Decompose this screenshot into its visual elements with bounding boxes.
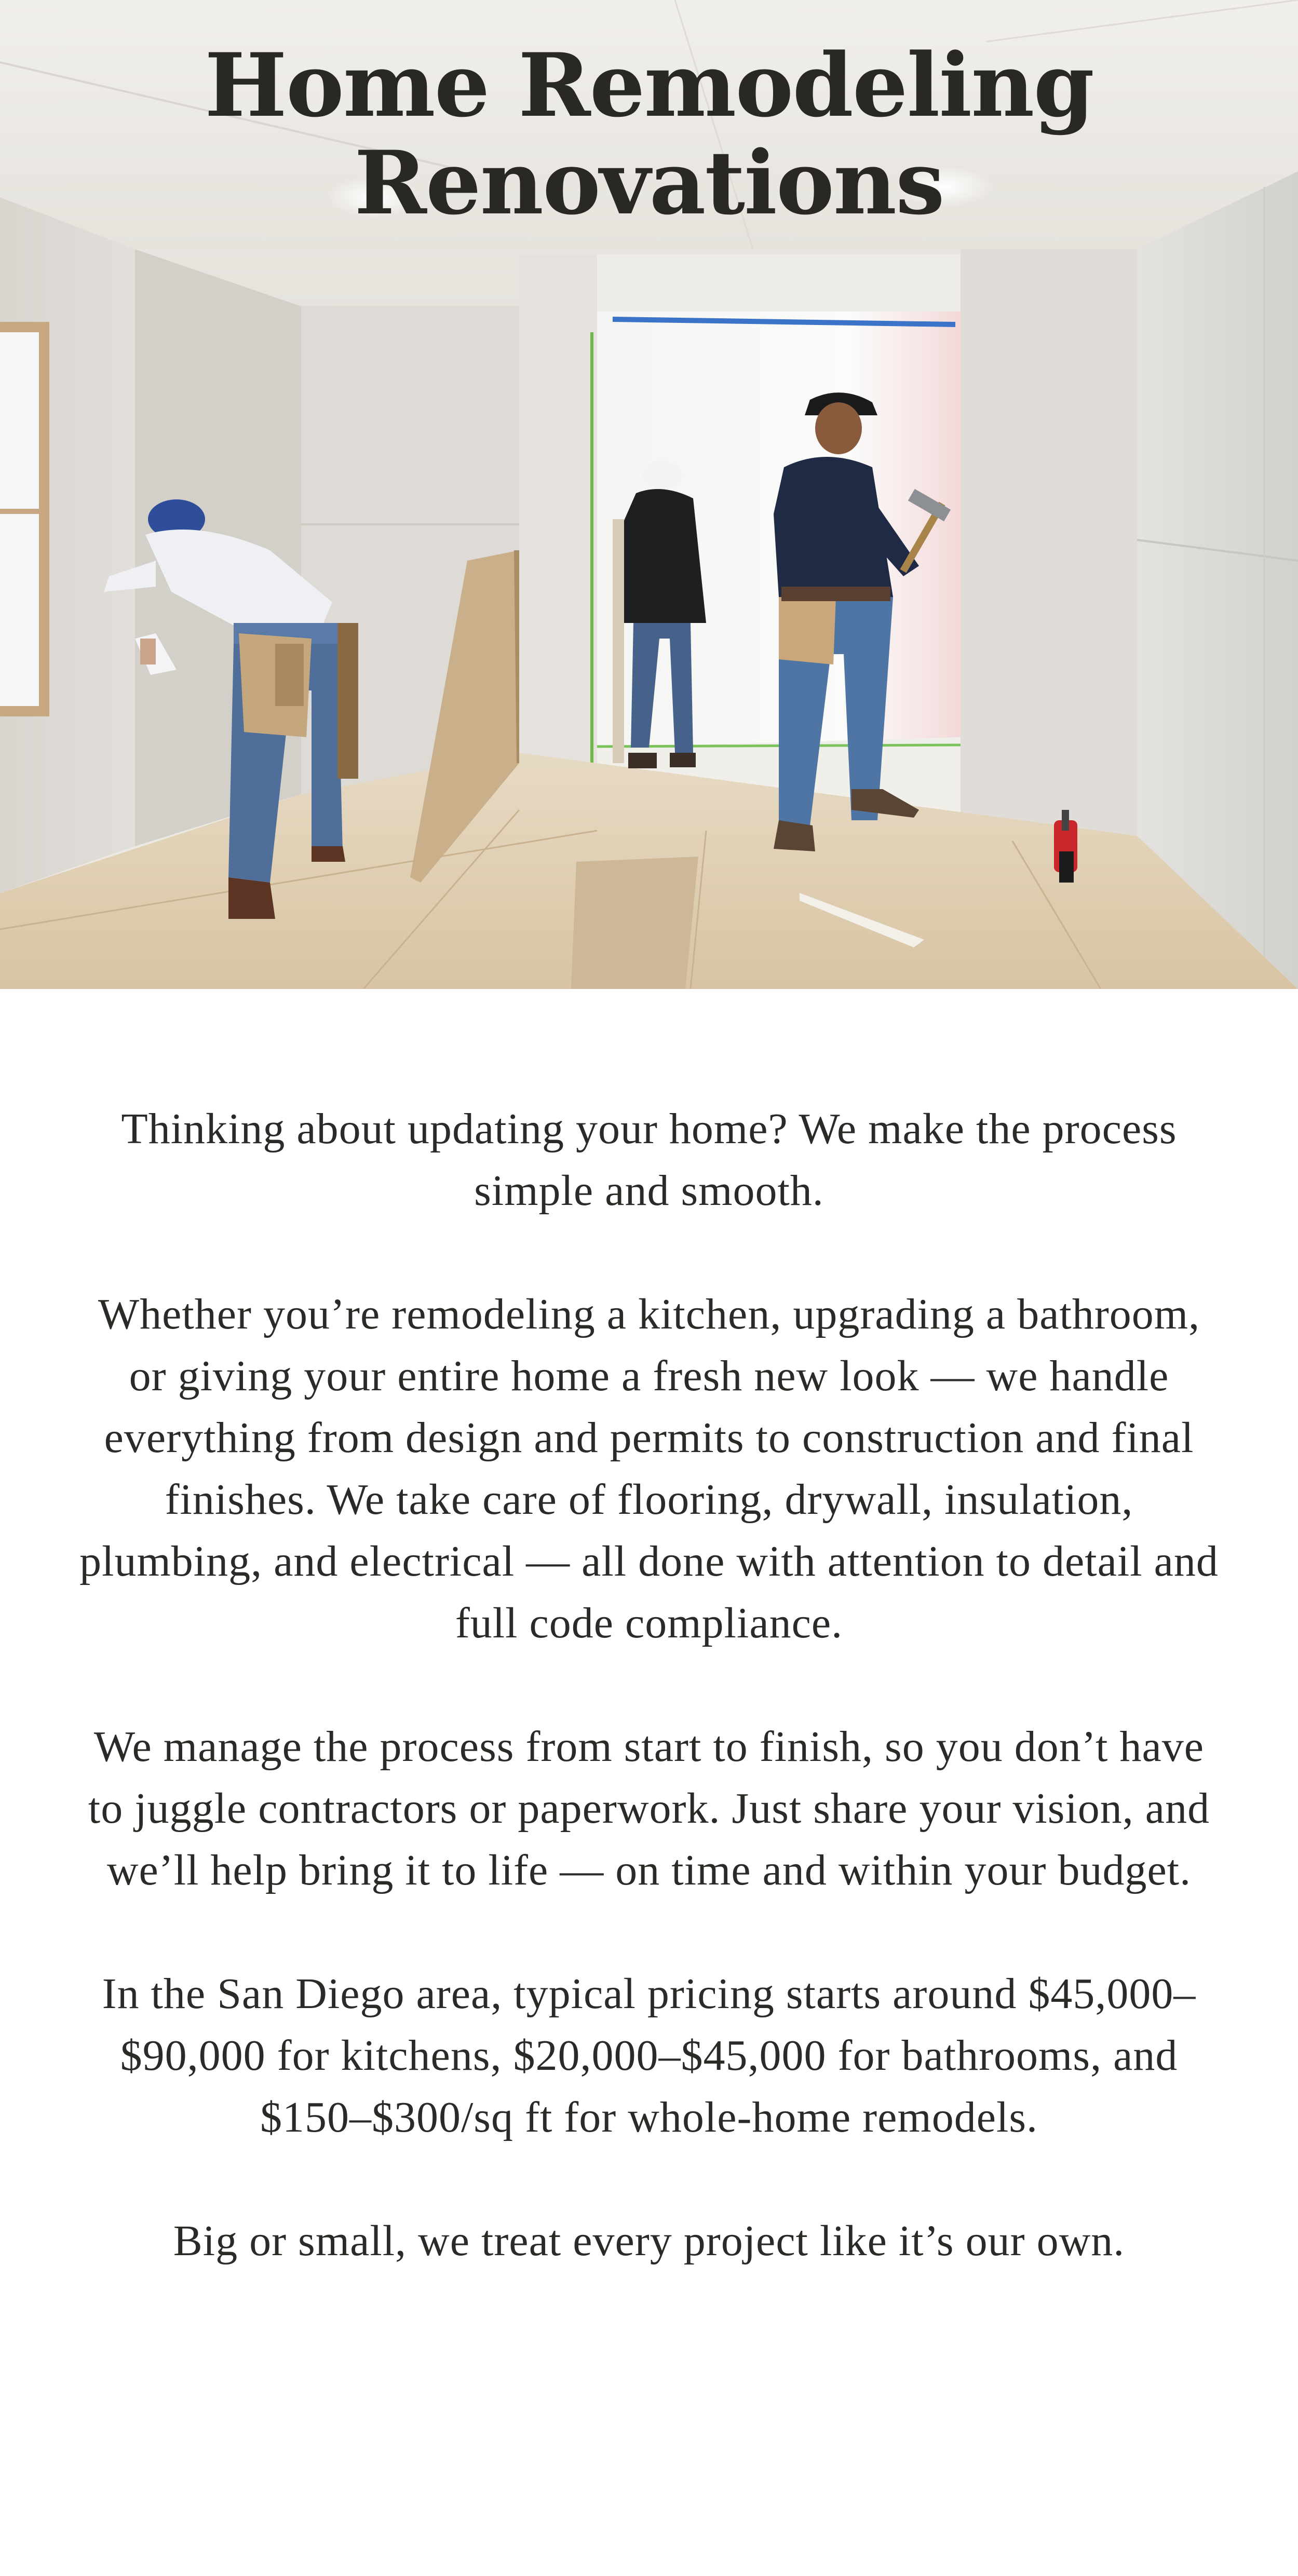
title-line-1: Home Remodeling: [205, 34, 1093, 137]
intro-paragraph: Thinking about updating your home? We make the process simple and smooth.: [121, 1105, 1177, 1215]
closing-paragraph: Big or small, we treat every project like it’s our own.: [173, 2217, 1125, 2265]
process-paragraph: We manage the process from start to finish, so you don’t have to juggle contractors or paperwork. Just share your vision, and we’ll help bring it to life — on time and within your budget.: [88, 1723, 1210, 1894]
pricing-paragraph: In the San Diego area, typical pricing starts around $45,000–$90,000 for kitchens, $20,000–$45,000 for bathrooms, and $150–$300/sq ft for whole-home remodels.: [102, 1970, 1196, 2141]
hero-banner: [0, 0, 1298, 989]
power-drill: [1054, 810, 1077, 883]
page-title: [0, 36, 1298, 232]
services-paragraph: Whether you’re remodeling a kitchen, upgrading a bathroom, or giving your entire home a fresh new look — we handle everything from design and permits to construction and final finishes. We take care of flooring, drywall, insulation, plumbing, and electrical — all done with attention to detail and full code compliance.: [79, 1290, 1219, 1647]
body-copy: [78, 1098, 1220, 2272]
title-line-2: Renovations: [354, 131, 944, 234]
